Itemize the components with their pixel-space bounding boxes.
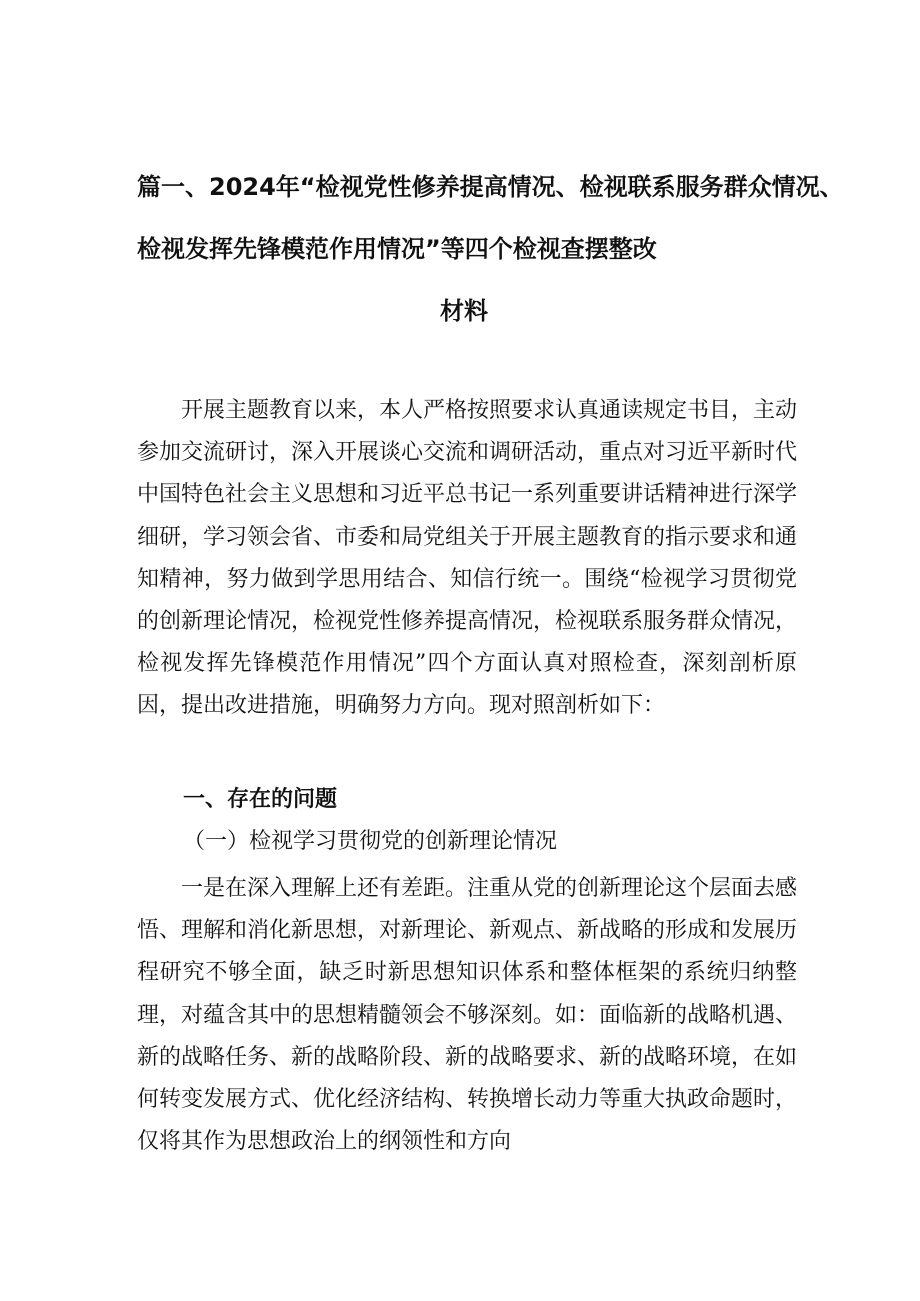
- document-title-line-3: 材料: [440, 297, 488, 325]
- subsection-heading: （一）检视学习贯彻党的创新理论情况: [183, 829, 558, 854]
- section-heading: 一、存在的问题: [183, 787, 338, 812]
- document-title-line-1: 篇一、2024年“检视党性修养提高情况、检视联系服务群众情况、: [137, 173, 844, 201]
- document-title-line-2: 检视发挥先锋模范作用情况”等四个检视查摆整改: [137, 235, 657, 263]
- body-paragraph: 一是在深入理解上还有差距。注重从党的创新理论这个层面去感悟、理解和消化新思想，对新理论、新观点、新战略的形成和发展历程研究不够全面，缺乏时新思想知识体系和整体框架的系统归纳整理，对蕴含其中的思想精髓领会不够深刻。如：面临新的战略机遇、新的战略任务、新的战略阶段、新的战略要求、新的战略环境，在如何转变发展方式、优化经济结构、转换增长动力等重大执政命题时，仅将其作为思想政治上的纲领性和方向: [137, 876, 798, 1155]
- intro-paragraph: 开展主题教育以来，本人严格按照要求认真通读规定书目，主动参加交流研讨，深入开展谈心交流和调研活动，重点对习近平新时代中国特色社会主义思想和习近平总书记一系列重要讲话精神进行深学细研，学习领会省、市委和局党组关于开展主题教育的指示要求和通知精神，努力做到学思用结合、知信行统一。围绕“检视学习贯彻党的创新理论情况，检视党性修养提高情况，检视联系服务群众情况，检视发挥先锋模范作用情况”四个方面认真对照检查，深刻剖析原因，提出改进措施，明确努力方向。现对照剖析如下：: [137, 398, 798, 719]
